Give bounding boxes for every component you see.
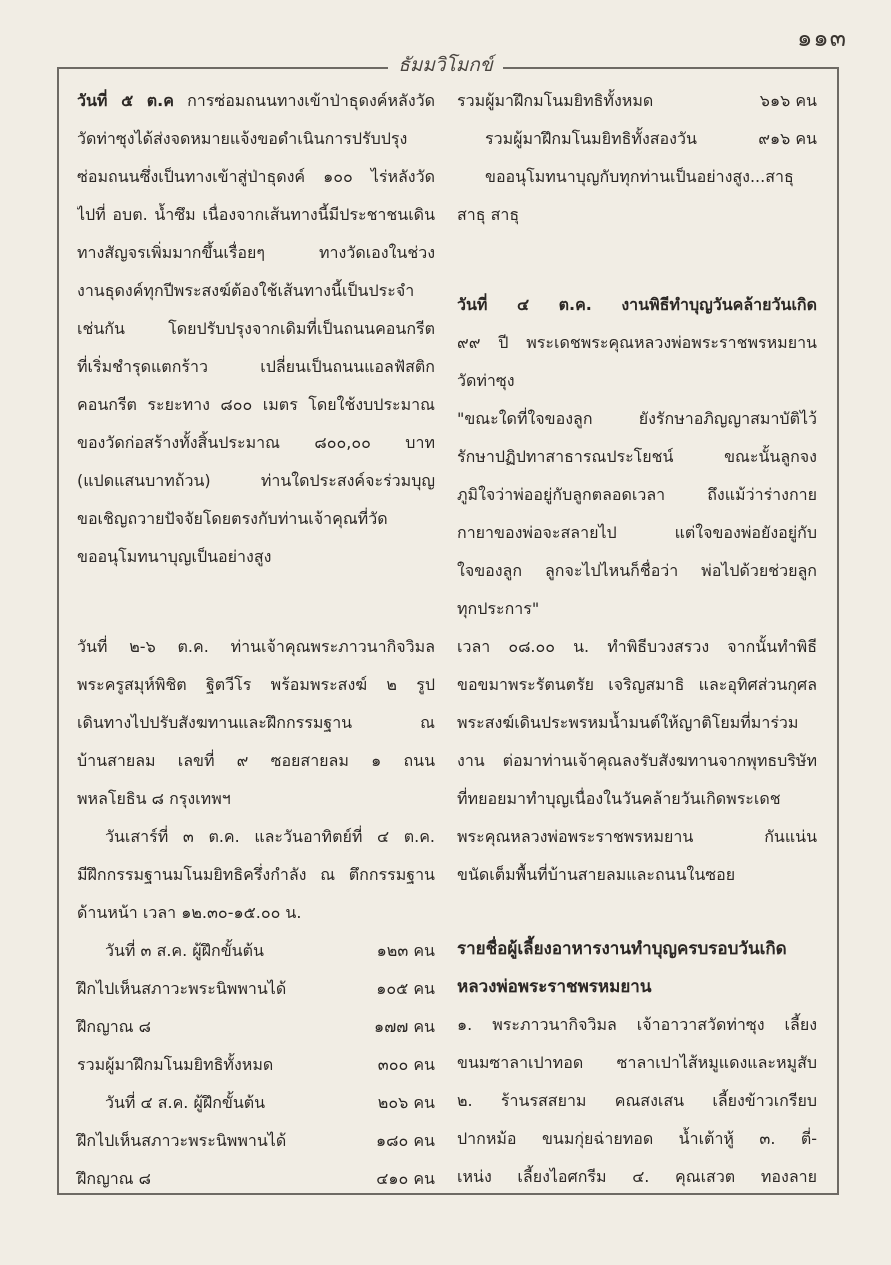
text-line: บ้านสายลม เลขที่ ๙ ซอยสายลม ๑ ถนน	[77, 751, 435, 770]
text-line: มีฝึกกรรมฐานมโนมยิทธิครึ่งกำลัง ณ ตึกกรรมฐาน	[77, 865, 435, 884]
text-line: คอนกรีต ระยะทาง ๘๐๐ เมตร โดยใช้งบประมาณ	[77, 395, 435, 414]
text-line: ภูมิใจว่าพ่ออยู่กับลูกตลอดเวลา ถึงแม้ว่าร่างกาย	[457, 485, 817, 504]
paragraph-line	[77, 82, 435, 120]
total-label: รวมผู้มาฝึกมโนมยิทธิทั้งหมด	[457, 91, 654, 110]
paragraph-oct-2-6	[77, 628, 435, 818]
text-line: กายาของพ่อจะสลายไป แต่ใจของพ่อยังอยู่กับ	[457, 523, 817, 542]
text-line: งาน ต่อมาท่านเจ้าคุณลงรับสังฆทานจากพุทธบริษัท	[457, 751, 817, 770]
stats-amount: ๑๘๐ คน	[376, 1131, 435, 1150]
text-line: พระครูสมุห์พิชิต ฐิตวีโร พร้อมพระสงฆ์ ๒ รูป	[77, 675, 435, 694]
total-amount: ๙๑๖ คน	[758, 129, 817, 148]
text-line: เหน่ง เลี้ยงไอศกรีม ๔. คุณเสวต ทองลาย	[457, 1167, 817, 1186]
text-line: ซ่อมถนนซึ่งเป็นทางเข้าสู่ป่าธุดงค์ ๑๐๐ ไร่หลังวัด	[77, 167, 435, 186]
text-line: วันที่ ๔ ต.ค. งานพิธีทำบุญวันคล้ายวันเกิด	[457, 295, 817, 314]
text-line: (แปดแสนบาทถ้วน) ท่านใดประสงค์จะร่วมบุญ	[77, 471, 435, 490]
text-line: ด้านหน้า เวลา ๑๒.๓๐-๑๕.๐๐ น.	[77, 903, 302, 922]
stats-label: วันที่ ๔ ส.ค. ผู้ฝึกขั้นต้น	[105, 1093, 266, 1112]
text-line: รักษาปฏิปทาสาธารณประโยชน์ ขณะนั้นลูกจง	[457, 447, 817, 466]
stats-label: วันที่ ๓ ส.ค. ผู้ฝึกขั้นต้น	[105, 941, 264, 960]
paragraph-thanks	[457, 158, 817, 234]
stats-label: ฝึกญาณ ๘	[77, 1169, 151, 1188]
stats-row	[77, 970, 435, 1008]
text-line: ที่ทยอยมาทำบุญเนื่องในวันคล้ายวันเกิดพระเดช	[457, 789, 781, 808]
date-label: วันที่ ๕ ต.ค	[77, 91, 174, 110]
stats-label: ฝึกญาณ ๘	[77, 1017, 151, 1036]
right-column	[457, 82, 817, 1196]
paragraph-ceremony-details	[457, 628, 817, 894]
text-line: เช่นกัน โดยปรับปรุงจากเดิมที่เป็นถนนคอนกรีต	[77, 319, 435, 338]
text-line: วันเสาร์ที่ ๓ ต.ค. และวันอาทิตย์ที่ ๔ ต.ค.	[105, 827, 435, 846]
stats-row	[77, 1008, 435, 1046]
text-line: วัดท่าซุงได้ส่งจดหมายแจ้งขอดำเนินการปรับปรุง	[77, 129, 408, 148]
left-column	[77, 82, 435, 1198]
stats-amount: ๑๐๕ คน	[376, 979, 435, 998]
text-line: ขอขมาพระรัตนตรัย เจริญสมาธิ และอุทิศส่วนกุศล	[457, 675, 817, 694]
text-line: "ขณะใดที่ใจของลูก ยังรักษาอภิญญาสมาบัติไว้	[457, 409, 817, 428]
stats-amount: ๑๗๗ คน	[374, 1017, 435, 1036]
paragraph-repair-road	[77, 120, 435, 576]
training-totals	[457, 82, 817, 158]
text-line: งานธุดงค์ทุกปีพระสงฆ์ต้องใช้เส้นทางนี้เป็นประจำ	[77, 281, 415, 300]
stats-row	[77, 1046, 435, 1084]
paragraph-saturday-sunday	[77, 818, 435, 932]
stats-row	[77, 932, 435, 970]
page-number: ๑๑๓	[797, 24, 847, 52]
text-line: ปากหม้อ ขนมกุ่ยฉ่ายทอด น้ำเต้าหู้ ๓. ตี่-	[457, 1129, 817, 1148]
text-line: ขอเชิญถวายปัจจัยโดยตรงกับท่านเจ้าคุณที่วัด	[77, 509, 388, 528]
text-line: เวลา ๐๘.๐๐ น. ทำพิธีบวงสรวง จากนั้นทำพิธี	[457, 637, 817, 656]
text-line: วันที่ ๒-๖ ต.ค. ท่านเจ้าคุณพระภาวนากิจวิมล	[77, 637, 435, 656]
stats-amount: ๔๑๐ คน	[376, 1169, 435, 1188]
text-line: ของวัดก่อสร้างทั้งสิ้นประมาณ ๘๐๐,๐๐ บาท	[77, 433, 435, 452]
section-heading-food-donors	[457, 930, 817, 1006]
text-line: ทางสัญจรเพิ่มมากขึ้นเรื่อยๆ ทางวัดเองในช่วง	[77, 243, 435, 262]
text-line: ขนัดเต็มพื้นที่บ้านสายลมและถนนในซอย	[457, 865, 736, 884]
text-line: ขนมซาลาเปาทอด ซาลาเปาไส้หมูแดงและหมูสับ	[457, 1053, 817, 1072]
text-line: ๙๙ ปี พระเดชพระคุณหลวงพ่อพระราชพรหมยาน	[457, 333, 817, 352]
text-line: รายชื่อผู้เลี้ยงอาหารงานทำบุญครบรอบวันเกิด	[457, 939, 787, 959]
stats-row	[77, 1084, 435, 1122]
paragraph-quote	[457, 400, 817, 628]
text-line: พหลโยธิน ๘ กรุงเทพฯ	[77, 789, 231, 808]
text-line: พระสงฆ์เดินประพรหมน้ำมนต์ให้ญาติโยมที่มาร่วม	[457, 713, 799, 732]
text-line: ๒. ร้านรสสยาม คณสงเสน เลี้ยงข้าวเกรียบ	[457, 1091, 817, 1110]
paragraph-text: การซ่อมถนนทางเข้าป่าธุดงค์หลังวัด	[187, 91, 435, 110]
header-title	[0, 50, 891, 80]
training-stats-table	[77, 932, 435, 1198]
total-label: รวมผู้มาฝึกมโนมยิทธิทั้งสองวัน	[485, 129, 697, 148]
stats-amount: ๒๐๖ คน	[377, 1093, 435, 1112]
stats-amount: ๑๒๓ คน	[376, 941, 435, 960]
stats-label: ฝึกไปเห็นสภาวะพระนิพพานได้	[77, 979, 287, 998]
text-line: ที่เริ่มชำรุดแตกร้าว เปลี่ยนเป็นถนนแอลฟัสติก	[77, 357, 435, 376]
total-amount: ๖๑๖ คน	[759, 91, 817, 110]
stats-label: รวมผู้มาฝึกมโนมยิทธิทั้งหมด	[77, 1055, 274, 1074]
text-line: หลวงพ่อพระราชพรหมยาน	[457, 977, 652, 997]
paragraph-oct-4-ceremony	[457, 286, 817, 400]
text-line: ทุกประการ"	[457, 599, 540, 618]
stats-label: ฝึกไปเห็นสภาวะพระนิพพานได้	[77, 1131, 287, 1150]
total-row	[457, 120, 817, 158]
stats-amount: ๓๐๐ คน	[377, 1055, 435, 1074]
text-line: ใจของลูก ลูกจะไปไหนก็ชื่อว่า พ่อไปด้วยช่วยลูก	[457, 561, 817, 580]
header-title-text: ธัมมวิโมกข์	[388, 54, 503, 76]
text-line: ๑. พระภาวนากิจวิมล เจ้าอาวาสวัดท่าซุง เลี้ยง	[457, 1015, 817, 1034]
total-row	[457, 82, 817, 120]
paragraph-food-donors	[457, 1006, 817, 1196]
stats-row	[77, 1160, 435, 1198]
text-line: ขออนุโมทนาบุญกับทุกท่านเป็นอย่างสูง...สาธุ	[485, 167, 794, 186]
text-line: เดินทางไปปรับสังฆทานและฝึกกรรมฐาน ณ	[77, 713, 435, 732]
text-line: สาธุ สาธุ	[457, 205, 520, 224]
text-line: ขออนุโมทนาบุญเป็นอย่างสูง	[77, 547, 272, 566]
text-line: วัดท่าซุง	[457, 371, 515, 390]
text-line: พระคุณหลวงพ่อพระราชพรหมยาน กันแน่น	[457, 827, 817, 846]
text-line: ไปที่ อบต. น้ำซึม เนื่องจากเส้นทางนี้มีประชาชนเดิน	[77, 205, 435, 224]
stats-row	[77, 1122, 435, 1160]
